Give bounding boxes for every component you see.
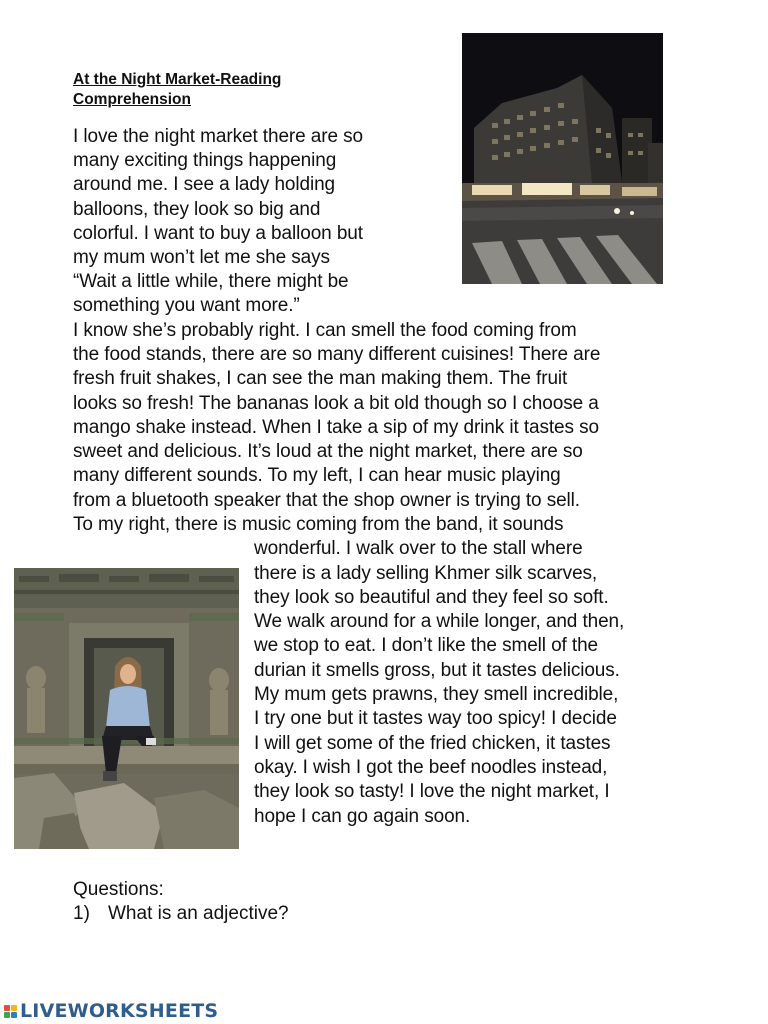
story-line: sweet and delicious. It’s loud at the night market, there are so <box>73 441 583 462</box>
story-line: I love the night market there are so <box>73 126 364 147</box>
night-market-photo <box>462 33 663 284</box>
story-line: balloons, they look so big and <box>73 199 321 220</box>
liveworksheets-logo-text: LIVEWORKSHEETS <box>20 1000 219 1022</box>
story-line: We walk around for a while longer, and then, <box>254 611 625 632</box>
liveworksheets-logo[interactable] <box>4 998 218 1024</box>
story-line: “Wait a little while, there might be <box>73 271 349 292</box>
story-line: I know she’s probably right. I can smell the food coming from <box>73 320 577 341</box>
story-line: there is a lady selling Khmer silk scarves, <box>254 563 598 584</box>
story-line: they look so tasty! I love the night market, I <box>254 781 610 802</box>
story-line: my mum won’t let me she says <box>73 247 330 268</box>
logo-square-red <box>4 1005 10 1011</box>
story-line: My mum gets prawns, they smell incredible, <box>254 684 619 705</box>
story-line: they look so beautiful and they feel so soft. <box>254 587 609 608</box>
story-line: many exciting things happening <box>73 150 337 171</box>
story-line: okay. I wish I got the beef noodles instead, <box>254 757 608 778</box>
story-line: colorful. I want to buy a balloon but <box>73 223 363 244</box>
worksheet-title <box>73 70 373 110</box>
logo-square-yellow <box>11 1005 17 1011</box>
story-line: wonderful. I walk over to the stall where <box>254 538 583 559</box>
story-line: fresh fruit shakes, I can see the man making them. The fruit <box>73 368 568 389</box>
temple-photo <box>14 568 239 849</box>
story-line: durian it smells gross, but it tastes delicious. <box>254 660 620 681</box>
question-number: 1) <box>73 903 90 924</box>
story-line: from a bluetooth speaker that the shop owner is trying to sell. <box>73 490 580 511</box>
story-line: around me. I see a lady holding <box>73 174 336 195</box>
story-line: To my right, there is music coming from the band, it sounds <box>73 514 564 535</box>
story-line: we stop to eat. I don’t like the smell of the <box>254 635 599 656</box>
logo-square-blue <box>11 1012 17 1018</box>
title-line-1: At the Night Market-Reading <box>73 71 282 88</box>
story-line: something you want more.” <box>73 295 300 316</box>
story-line: I will get some of the fried chicken, it tastes <box>254 733 611 754</box>
questions-heading: Questions: <box>73 879 164 900</box>
story-line: the food stands, there are so many different cuisines! There are <box>73 344 601 365</box>
logo-square-green <box>4 1012 10 1018</box>
story-line: I try one but it tastes way too spicy! I decide <box>254 708 617 729</box>
title-line-2: Comprehension <box>73 91 191 108</box>
story-line: hope I can go again soon. <box>254 806 471 827</box>
story-line: looks so fresh! The bananas look a bit old though so I choose a <box>73 393 599 414</box>
story-line: mango shake instead. When I take a sip of my drink it tastes so <box>73 417 599 438</box>
liveworksheets-logo-icon <box>4 1005 17 1018</box>
story-line: many different sounds. To my left, I can hear music playing <box>73 465 561 486</box>
question-text: What is an adjective? <box>108 903 289 924</box>
